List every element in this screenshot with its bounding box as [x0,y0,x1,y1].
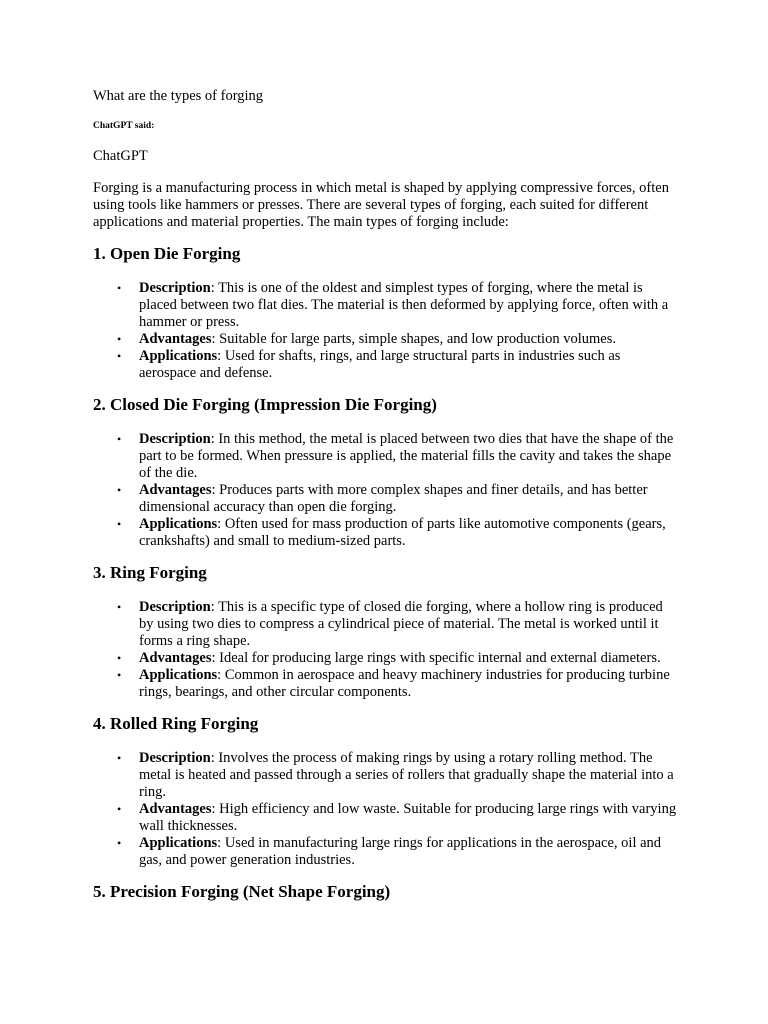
item-text: : Often used for mass production of parts like automotive components (gears, crankshafts) and small to medium-sized parts. [139,516,666,549]
item-text: : Produces parts with more complex shapes and finer details, and has better dimensional accuracy than open die forging. [139,482,648,515]
item-text: : Common in aerospace and heavy machinery industries for producing turbine rings, bearings, and other circular components. [139,667,670,700]
item-text: : In this method, the metal is placed between two dies that have the shape of the part to be formed. When pressure is applied, the material fills the cavity and takes the shape of the die. [139,431,674,481]
list-item [117,331,678,348]
list-item [117,431,678,482]
item-text: : This is one of the oldest and simplest types of forging, where the metal is placed between two flat dies. The material is then deformed by applying force, often with a hammer or press. [139,280,669,330]
section-heading: 1. Open Die Forging [93,244,241,263]
item-term: Description [139,750,211,766]
item-term: Applications [139,835,218,851]
list-item [117,650,678,667]
bullet-icon: • [117,281,122,295]
intro-paragraph: Forging is a manufacturing process in which metal is shaped by applying compressive forces, often using tools like hammers or presses. There are several types of forging, each suited for different applications and material properties. The main types of forging include: [93,180,669,230]
assistant-name: ChatGPT [93,148,148,164]
bullet-icon: • [117,751,122,765]
list-item [117,516,678,550]
item-term: Applications [139,516,218,532]
list-item [117,801,678,835]
bullet-icon: • [117,332,122,346]
item-term: Advantages [139,650,212,666]
item-text: : Used for shafts, rings, and large structural parts in industries such as aerospace and defense. [139,348,621,381]
item-term: Description [139,599,211,615]
item-term: Description [139,280,211,296]
item-term: Advantages [139,331,212,347]
item-term: Applications [139,348,218,364]
list-item [117,835,678,869]
item-text: : Ideal for producing large rings with specific internal and external diameters. [211,650,661,666]
section-heading: 3. Ring Forging [93,563,207,582]
list-item [117,482,678,516]
user-question: What are the types of forging [93,88,264,104]
list-item [117,280,678,331]
bullet-icon: • [117,483,122,497]
bullet-icon: • [117,836,122,850]
item-text: : Involves the process of making rings by using a rotary rolling method. The metal is heated and passed through a series of rollers that gradually shape the material into a ring. [139,750,674,800]
item-term: Advantages [139,482,212,498]
sections-container [93,243,678,903]
bullet-icon: • [117,668,122,682]
bullet-list [93,431,678,550]
list-item [117,667,678,701]
section-heading: 4. Rolled Ring Forging [93,714,259,733]
item-term: Description [139,431,211,447]
bullet-icon: • [117,517,122,531]
item-term: Applications [139,667,218,683]
item-text: : Suitable for large parts, simple shapes, and low production volumes. [211,331,616,347]
item-term: Advantages [139,801,212,817]
bullet-list [93,599,678,701]
item-text: : High efficiency and low waste. Suitable for producing large rings with varying wall thicknesses. [139,801,677,834]
assistant-said-label: ChatGPT said: [93,121,155,131]
item-text: : This is a specific type of closed die forging, where a hollow ring is produced by using two dies to compress a cylindrical piece of material. The metal is worked until it forms a ring shape. [139,599,663,649]
list-item [117,599,678,650]
list-item [117,750,678,801]
item-text: : Used in manufacturing large rings for applications in the aerospace, oil and gas, and power generation industries. [139,835,662,868]
section-heading: 2. Closed Die Forging (Impression Die Forging) [93,395,437,414]
bullet-icon: • [117,432,122,446]
bullet-icon: • [117,349,122,363]
bullet-icon: • [117,802,122,816]
bullet-icon: • [117,651,122,665]
bullet-icon: • [117,600,122,614]
list-item [117,348,678,382]
bullet-list [93,280,678,382]
bullet-list [93,750,678,869]
section-heading: 5. Precision Forging (Net Shape Forging) [93,882,391,901]
